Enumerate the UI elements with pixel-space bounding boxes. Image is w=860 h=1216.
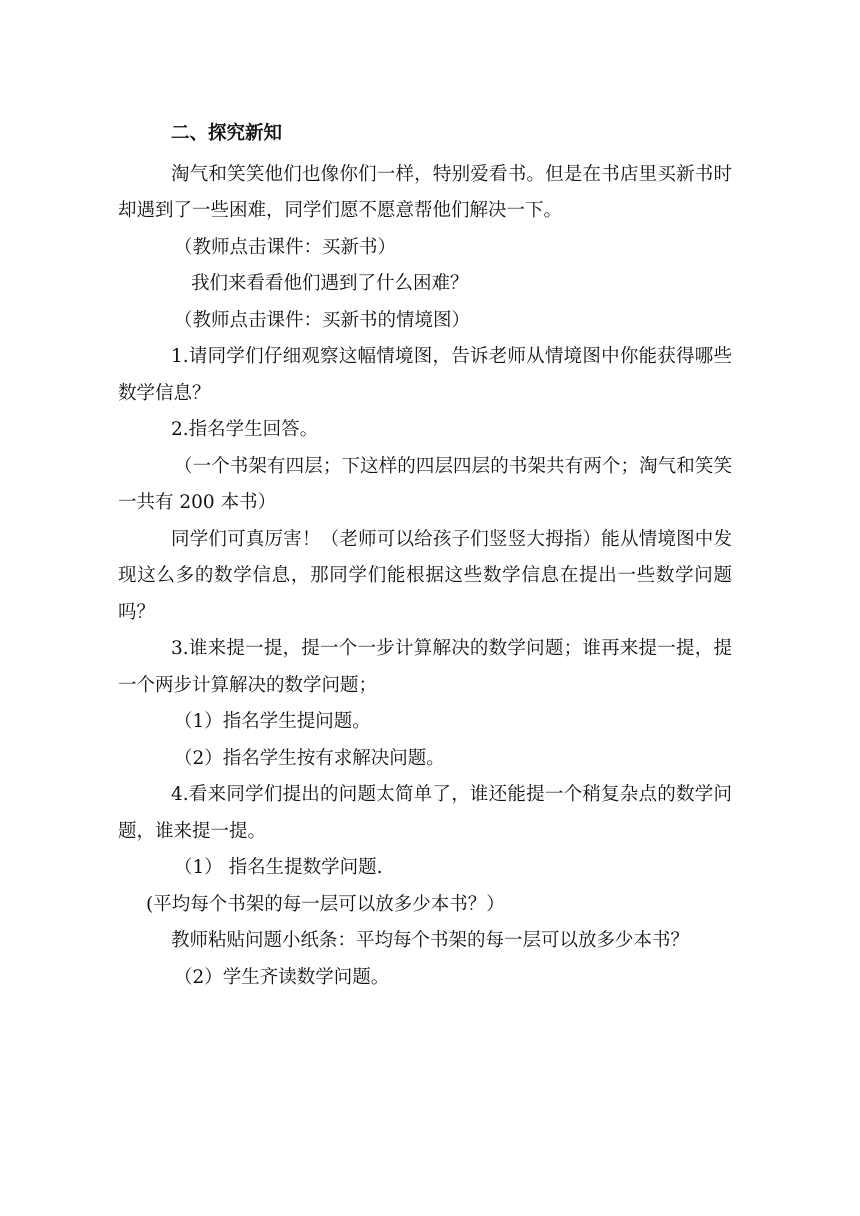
- paragraph-what-difficulty: 我们来看看他们遇到了什么困难？: [191, 273, 469, 294]
- document-page: [118, 116, 732, 996]
- paragraph-intro: 淘气和笑笑他们也像你们一样，特别爱看书。但是在书店里买新书时却遇到了一些困难，同学们愿不愿意帮他们解决一下。: [118, 163, 732, 221]
- paragraph-step-1-observe: 1.请同学们仔细观察这幅情境图，告诉老师从情境图中你能获得哪些数学信息？: [118, 346, 732, 404]
- paragraph-substep-read: （2）学生齐读数学问题。: [174, 966, 390, 988]
- paragraph-courseware-buy-book: （教师点击课件：买新书）: [174, 236, 397, 258]
- paragraph-step-3-questions: 3.谁来提一提，提一个一步计算解决的数学问题；谁再来提一提，提一个两步计算解决的数学问题；: [118, 638, 732, 696]
- paragraph-step-4-complex: 4.看来同学们提出的问题太简单了，谁还能提一个稍复杂点的数学问题，谁来提一提。: [118, 784, 732, 842]
- paragraph-substep-complex-ask: （1） 指名生提数学问题.: [174, 857, 383, 878]
- paragraph-math-info: （一个书架有四层；下这样的四层四层的书架共有两个；淘气和笑笑一共有 200 本书）: [118, 455, 732, 513]
- paragraph-question-average: (平均每个书架的每一层可以放多少本书？）: [146, 893, 505, 915]
- paragraph-substep-solve: （2）指名学生按有求解决问题。: [174, 747, 445, 769]
- paragraph-substep-ask: （1）指名学生提问题。: [174, 711, 371, 732]
- paragraph-step-2-answer: 2.指名学生回答。: [171, 419, 319, 440]
- paragraph-courseware-scene: （教师点击课件：买新书的情境图）: [174, 309, 471, 331]
- section-heading: 二、探究新知: [171, 123, 283, 144]
- paragraph-paste-question: 教师粘贴问题小纸条：平均每个书架的每一层可以放多少本书？: [171, 930, 690, 951]
- paragraph-praise: 同学们可真厉害！（老师可以给孩子们竖竖大拇指）能从情境图中发现这么多的数学信息，那同学们能根据这些数学信息在提出一些数学问题吗？: [118, 528, 732, 623]
